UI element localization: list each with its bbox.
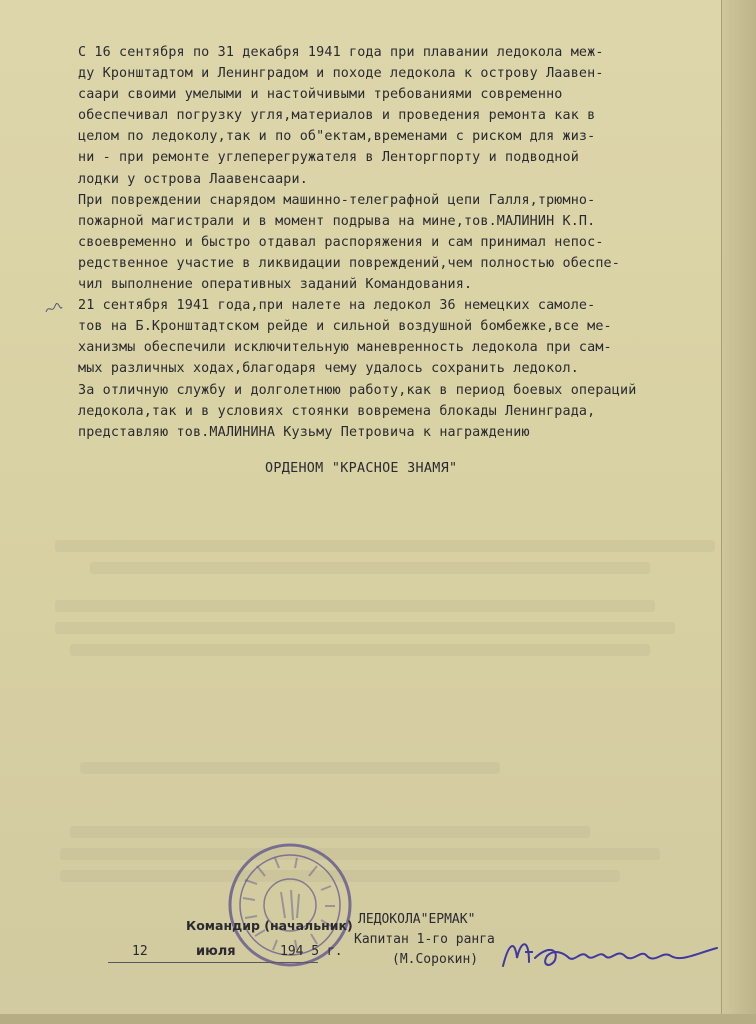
- text-line: лодки у острова Лаавенсаари.: [78, 171, 308, 187]
- handwritten-signature-icon: [495, 928, 725, 976]
- page-bottom-edge: [0, 1014, 756, 1024]
- margin-mark-icon: [44, 302, 64, 316]
- text-line: своевременно и быстро отдавал распоряжения и сам принимал непос-: [78, 234, 604, 250]
- bleed-through: [60, 848, 660, 860]
- paragraph: [78, 380, 728, 443]
- text-line: обеспечивал погрузку угля,материалов и проведения ремонта как в: [78, 108, 596, 124]
- bleed-through: [55, 600, 655, 612]
- text-line: целом по ледоколу,так и по об"ектам,временами с риском для жиз-: [78, 129, 596, 145]
- text-line: пожарной магистрали и в момент подрыва на мине,тов.МАЛИНИН К.П.: [78, 213, 596, 229]
- signatory-rank: Капитан 1-го ранга: [354, 932, 495, 947]
- text-line: представляю тов.МАЛИНИНА Кузьму Петровича к награждению: [78, 424, 530, 440]
- text-line: редственное участие в ликвидации повреждений,чем полностью обеспе-: [78, 255, 620, 271]
- text-line: ни - при ремонте углеперегружателя в Ленторгпорту и подводной: [78, 150, 579, 166]
- signatory-block: [340, 910, 495, 970]
- order-title: ОРДЕНОМ "КРАСНОЕ ЗНАМЯ": [265, 461, 458, 476]
- paragraph: [78, 190, 728, 295]
- text-line: чил выполнение оперативных заданий Командования.: [78, 277, 473, 293]
- organization-name: ЛЕДОКОЛА"ЕРМАК": [358, 912, 476, 927]
- text-line: С 16 сентября по 31 декабря 1941 года при плавании ледокола меж-: [78, 45, 604, 60]
- bleed-through: [90, 562, 650, 574]
- bleed-through: [80, 762, 500, 774]
- signatory-name: (М.Сорокин): [392, 952, 479, 967]
- text-line: 21 сентября 1941 года,при налете на ледокол 36 немецких самоле-: [78, 298, 596, 314]
- text-line: саари своими умелыми и настойчивыми требованиями современно: [78, 87, 563, 103]
- date-day: 12: [132, 944, 148, 959]
- text-line: ханизмы обеспечили исключительную маневренность ледокола при сам-: [78, 340, 612, 356]
- bleed-through: [70, 644, 650, 656]
- bleed-through: [55, 622, 675, 634]
- bleed-through: [70, 826, 590, 838]
- paragraph: [78, 42, 728, 190]
- text-line: При повреждении снарядом машинно-телеграфной цепи Галля,трюмно-: [78, 192, 596, 208]
- commander-label: Командир (начальник): [186, 918, 353, 933]
- body-text: [78, 42, 728, 443]
- text-line: мых различных ходах,благодаря чему удалось сохранить ледокол.: [78, 361, 579, 377]
- text-line: ледокола,так и в условиях стоянки вовремена блокады Ленинграда,: [78, 403, 596, 419]
- paragraph: [78, 295, 728, 379]
- date-year: 194 5 г.: [280, 944, 343, 959]
- bleed-through: [55, 540, 715, 552]
- text-line: ду Кронштадтом и Ленинградом и походе ледокола к острову Лаавен-: [78, 66, 604, 82]
- date-month: июля: [196, 944, 236, 959]
- text-line: тов на Б.Кронштадтском рейде и сильной воздушной бомбежке,все ме-: [78, 319, 612, 335]
- text-line: За отличную службу и долголетнюю работу,как в период боевых операций: [78, 382, 637, 398]
